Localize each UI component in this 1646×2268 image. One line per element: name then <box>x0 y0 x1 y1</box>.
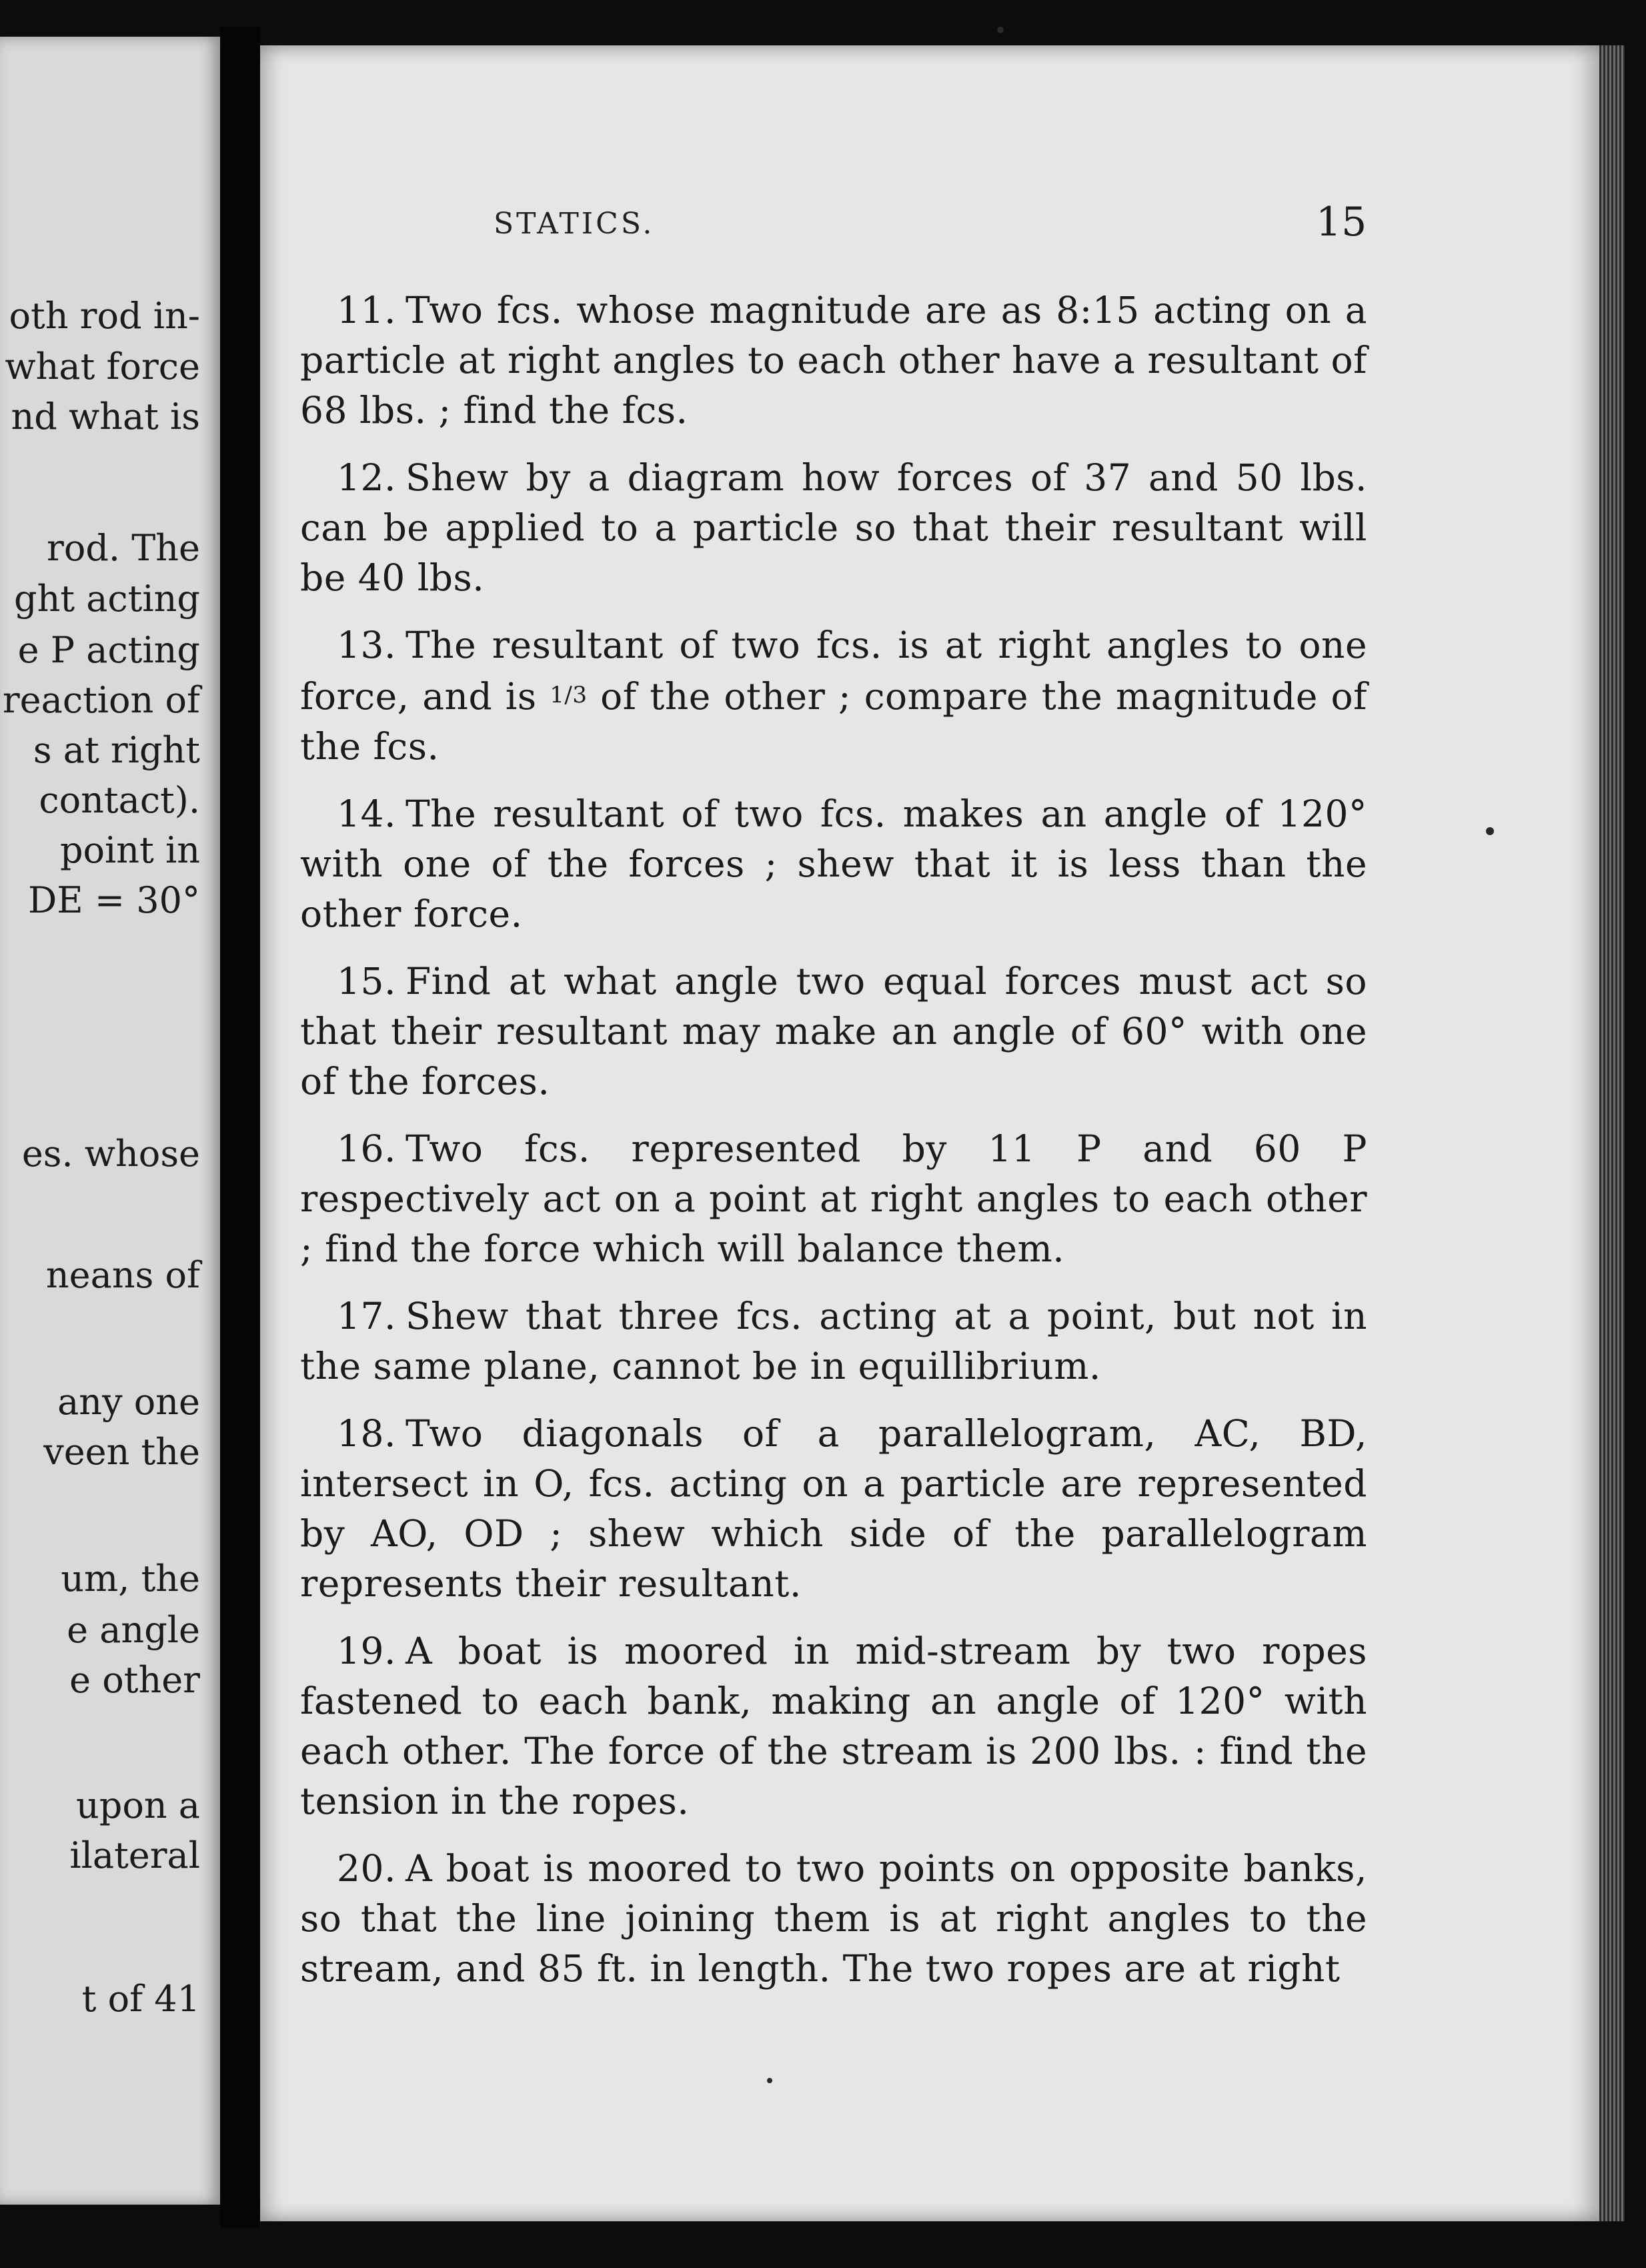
problem-text: Two diagonals of a parallelogram, AC, BD, intersect in O, fcs. acting on a particle are represented by AO, OD ; shew which side of the parallelogram represents their resultant. <box>300 1412 1367 1605</box>
problem-text: Shew that three fcs. acting at a point, but not in the same plane, cannot be in equillibrium. <box>300 1295 1367 1387</box>
scan-speck <box>997 27 1004 33</box>
problem-number: 15. <box>337 960 396 1003</box>
scan-speck <box>1486 827 1494 835</box>
problem-12 <box>300 453 1367 603</box>
left-page-line: reaction of <box>2 679 200 721</box>
left-page-line: any one <box>57 1381 200 1423</box>
problem-number: 20. <box>337 1847 396 1890</box>
problem-text: Two fcs. whose magnitude are as 8:15 acting on a particle at right angles to each other have a resultant of 68 lbs. ; find the fcs. <box>300 289 1367 432</box>
problem-text: of the other ; compare the magnitude of the fcs. <box>300 675 1368 768</box>
problem-number: 19. <box>337 1630 396 1672</box>
left-page-line: s at right <box>33 729 200 771</box>
problem-text: Shew by a diagram how forces of 37 and 50 lbs. can be applied to a particle so that their resultant will be 40 lbs. <box>300 456 1367 599</box>
left-page-line: upon a <box>76 1784 200 1826</box>
running-head: STATICS. <box>494 207 655 241</box>
left-page-line: e other <box>69 1659 200 1701</box>
problem-number: 13. <box>337 624 396 666</box>
left-page-line: ght acting <box>14 578 200 620</box>
problem-14 <box>300 789 1367 939</box>
left-page-line: es. whose <box>21 1133 200 1175</box>
left-page-line: veen the <box>43 1431 200 1473</box>
left-page-line: DE = 30° <box>27 879 200 921</box>
fraction: 1/3 <box>550 682 588 708</box>
left-page-line: point in <box>59 829 200 871</box>
left-page-line: um, the <box>61 1558 200 1600</box>
left-page-line: rod. The <box>47 527 200 569</box>
left-page-line: oth rod in- <box>9 295 200 337</box>
problem-list <box>300 286 1367 2011</box>
problem-text: The resultant of two fcs. is at right angles to one force, and is <box>300 624 1367 718</box>
problem-number: 17. <box>337 1295 396 1337</box>
left-page-line: ilateral <box>69 1834 200 1876</box>
problem-18 <box>300 1409 1367 1609</box>
left-page-line: neans of <box>45 1254 200 1296</box>
problem-text: Find at what angle two equal forces must act so that their resultant may make an angle of 60° with one of the forces. <box>300 960 1367 1103</box>
problem-text: A boat is moored to two points on opposite banks, so that the line joining them is at right angles to the stream, and 85 ft. in length. The two ropes are at right <box>300 1847 1367 1990</box>
problem-17 <box>300 1291 1367 1391</box>
problem-19 <box>300 1626 1367 1826</box>
left-page-line: contact). <box>39 779 200 821</box>
problem-13 <box>300 620 1367 772</box>
problem-16 <box>300 1124 1367 1274</box>
left-page-line: e P acting <box>17 629 200 671</box>
left-page-line: e angle <box>67 1609 200 1651</box>
left-page-line: nd what is <box>11 396 200 438</box>
problem-20 <box>300 1844 1367 1994</box>
problem-text: Two fcs. represented by 11 P and 60 P respectively act on a point at right angles to each other ; find the force which will balance them. <box>300 1127 1367 1270</box>
page-number: 15 <box>1316 199 1367 245</box>
scan-speck <box>767 2078 772 2083</box>
problem-15 <box>300 957 1367 1107</box>
problem-number: 11. <box>337 289 396 332</box>
problem-number: 12. <box>337 456 396 499</box>
left-page-line: what force <box>5 346 200 388</box>
problem-number: 16. <box>337 1127 396 1170</box>
problem-text: A boat is moored in mid-stream by two ropes fastened to each bank, making an angle of 120° with each other. The force of the stream is 200 lbs. : find the tension in the ropes. <box>300 1630 1367 1822</box>
left-page-line: t of 41 <box>81 1978 200 2020</box>
problem-text: The resultant of two fcs. makes an angle of 120° with one of the forces ; shew that it is less than the other force. <box>300 792 1367 935</box>
problem-number: 14. <box>337 792 396 835</box>
problem-number: 18. <box>337 1412 396 1455</box>
problem-11 <box>300 286 1367 436</box>
left-page <box>0 37 220 2205</box>
book-gutter <box>220 27 260 2228</box>
page-edge <box>1599 45 1625 2221</box>
